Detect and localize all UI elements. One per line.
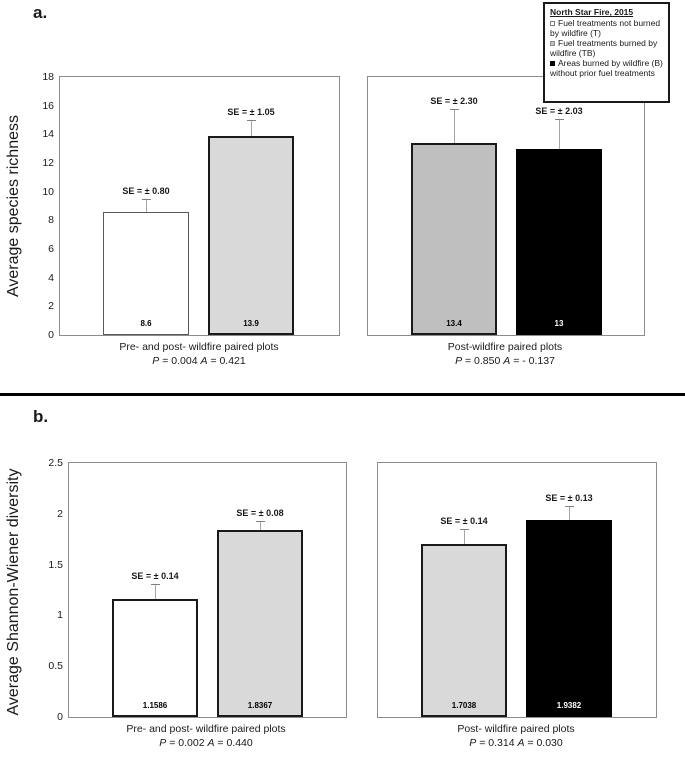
a-value: = 0.440 — [214, 737, 253, 749]
plot-area-a-right — [367, 76, 645, 336]
error-bar-line — [464, 530, 465, 544]
a-symbol: A — [200, 355, 208, 367]
p-value: = 0.002 — [166, 737, 208, 749]
a-value: = 0.421 — [207, 355, 246, 367]
bar-B — [516, 149, 602, 335]
bar-value-label: 13 — [554, 319, 564, 328]
error-bar-cap — [256, 521, 265, 522]
p-value: = 0.850 — [462, 355, 504, 367]
error-bar-cap — [142, 199, 151, 200]
y-axis-tick-label: 8 — [48, 214, 54, 227]
plot-area-b-left — [48, 457, 347, 723]
plot-area-a-left — [42, 71, 340, 341]
y-axis-tick-label: 2.5 — [48, 457, 63, 469]
se-label: SE = ± 1.05 — [227, 106, 275, 117]
error-bar-line — [454, 110, 455, 143]
p-symbol: P — [455, 355, 463, 367]
stats-a-right — [455, 355, 555, 367]
se-label: SE = ± 0.14 — [440, 515, 488, 526]
error-bar-line — [260, 522, 261, 530]
p-symbol: P — [152, 355, 160, 367]
stats-a-left — [152, 355, 245, 367]
error-bar-line — [251, 121, 252, 136]
y-axis-title-b: Average Shannon-Wiener diversity — [5, 468, 22, 716]
bar-TB — [421, 544, 507, 717]
x-axis-caption-a-right: Post-wildfire paired plots — [447, 341, 563, 353]
bar-TB — [217, 530, 303, 717]
y-axis-tick-label: 0 — [48, 329, 54, 341]
legend-item-label: Areas burned by wildfire (B) without prior fuel treatments — [550, 58, 663, 79]
p-value: = 0.314 — [476, 737, 518, 749]
p-symbol: P — [159, 737, 167, 749]
se-label: SE = ± 2.03 — [535, 105, 583, 116]
se-label: SE = ± 0.13 — [545, 492, 593, 503]
bar-B — [526, 520, 612, 717]
error-bar-cap — [460, 529, 469, 530]
plot-area-b-right — [377, 462, 657, 718]
bar-TB — [411, 143, 497, 335]
panel-divider — [0, 393, 685, 396]
x-axis-caption-a-left: Pre- and post- wildfire paired plots — [119, 341, 279, 353]
panel-b-label: b. — [33, 407, 49, 426]
error-bar-cap — [151, 584, 160, 585]
open-square-icon — [550, 21, 555, 26]
bar-value-label: 13.9 — [243, 319, 259, 328]
a-value: = - 0.137 — [510, 355, 555, 367]
y-axis-tick-label: 10 — [42, 185, 54, 198]
bar-value-label: 13.4 — [446, 319, 462, 328]
error-bar-cap — [555, 119, 564, 120]
error-bar-line — [146, 200, 147, 211]
y-axis-tick-label: 1.5 — [48, 558, 63, 571]
bar-value-label: 8.6 — [140, 319, 152, 328]
error-bar-cap — [565, 506, 574, 507]
se-label: SE = ± 0.08 — [236, 508, 284, 519]
y-axis-tick-label: 12 — [42, 157, 54, 169]
stats-b-right — [469, 737, 562, 749]
bar-value-label: 1.1586 — [142, 701, 168, 710]
legend-box — [543, 2, 670, 103]
error-bar-line — [569, 507, 570, 520]
bar-value-label: 1.9382 — [556, 701, 582, 710]
y-axis-tick-label: 16 — [42, 99, 54, 112]
y-axis-tick-label: 4 — [48, 271, 54, 284]
error-bar-cap — [450, 109, 459, 110]
se-label: SE = ± 0.14 — [131, 571, 179, 582]
legend-item-label: Fuel treatments not burned by wildfire (T) — [550, 18, 661, 39]
bar-TB — [208, 136, 294, 335]
y-axis-tick-label: 14 — [42, 128, 54, 141]
p-symbol: P — [469, 737, 477, 749]
y-axis-tick-label: 1 — [57, 609, 63, 622]
bar-value-label: 1.8367 — [247, 701, 273, 710]
y-axis-tick-label: 18 — [42, 71, 54, 83]
error-bar-line — [559, 120, 560, 149]
p-value: = 0.004 — [159, 355, 201, 367]
stats-b-left — [159, 737, 252, 749]
error-bar-cap — [247, 120, 256, 121]
y-axis-tick-label: 2 — [57, 507, 63, 520]
x-axis-caption-b-left: Pre- and post- wildfire paired plots — [126, 723, 286, 735]
a-symbol: A — [517, 737, 525, 749]
y-axis-tick-label: 0 — [57, 711, 63, 723]
y-axis-tick-label: 2 — [48, 300, 54, 313]
x-axis-caption-b-right: Post- wildfire paired plots — [457, 723, 575, 735]
bar-T — [112, 599, 198, 717]
se-label: SE = ± 0.80 — [122, 186, 170, 197]
legend-title: North Star Fire, 2015 — [550, 7, 634, 17]
panel-a-label: a. — [33, 3, 48, 22]
y-axis-title-a: Average species richness — [5, 114, 22, 298]
legend-item-label: Fuel treatments burned by wildfire (TB) — [550, 38, 658, 59]
bar-T — [103, 212, 189, 335]
y-axis-tick-label: 0.5 — [48, 660, 63, 673]
legend-item-t — [550, 18, 664, 38]
black-square-icon — [550, 61, 555, 66]
a-symbol: A — [207, 737, 215, 749]
bar-value-label: 1.7038 — [451, 701, 477, 710]
legend-item-b — [550, 58, 664, 78]
legend-item-tb — [550, 38, 664, 58]
y-axis-tick-label: 6 — [48, 243, 54, 255]
a-value: = 0.030 — [524, 737, 563, 749]
a-symbol: A — [503, 355, 511, 367]
gray-square-icon — [550, 41, 555, 46]
error-bar-line — [155, 585, 156, 599]
se-label: SE = ± 2.30 — [430, 95, 478, 106]
